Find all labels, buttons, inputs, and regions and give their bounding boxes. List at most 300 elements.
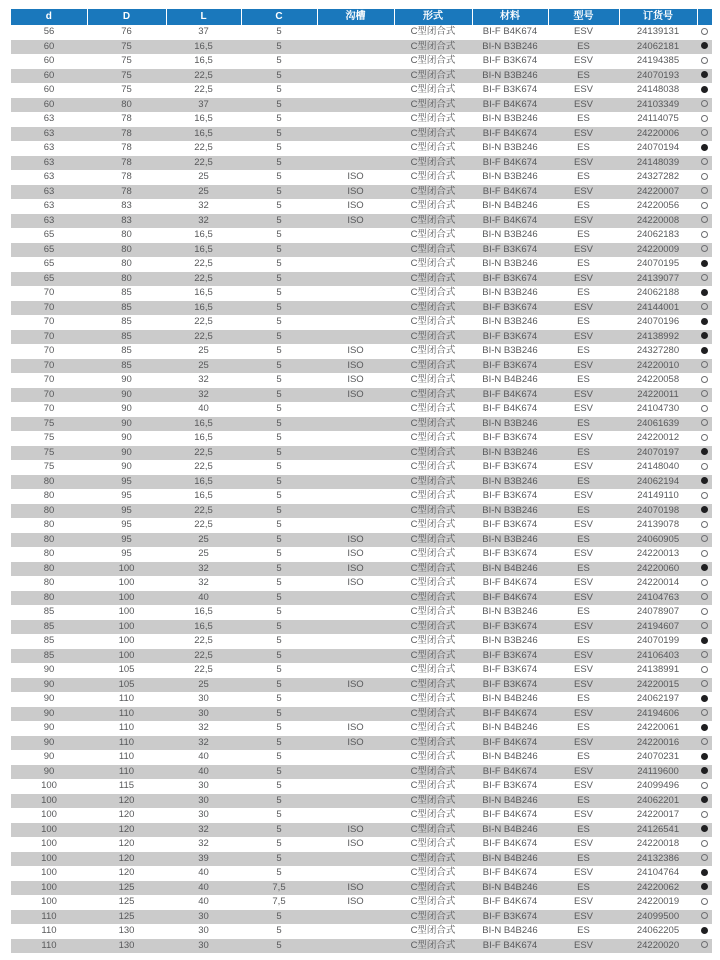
cell-form: C型闭合式 <box>410 693 456 704</box>
cell-order-no: 24144001 <box>636 301 680 313</box>
availability-dot-filled-icon <box>701 883 708 890</box>
cell-D: 110 <box>118 693 135 704</box>
cell-C: 5 <box>276 142 282 153</box>
cell-order-no: 24139077 <box>636 272 680 284</box>
cell-groove: ISO <box>347 562 364 574</box>
cell-L: 32 <box>198 214 209 226</box>
cell-L: 25 <box>198 359 209 371</box>
cell-material: BI-F B4K674 <box>482 765 538 777</box>
table-row <box>11 765 712 780</box>
cell-d: 63 <box>43 214 55 226</box>
availability-dot-open-icon <box>701 419 708 426</box>
cell-L: 16,5 <box>194 127 213 139</box>
cell-order-no: 24220013 <box>636 548 680 559</box>
availability-dot-open-icon <box>701 390 708 397</box>
cell-groove: ISO <box>347 171 364 182</box>
cell-model: ESV <box>573 359 593 371</box>
cell-L: 22,5 <box>194 461 213 472</box>
cell-material: BI-F B4K674 <box>482 809 538 820</box>
cell-material: BI-N B3B246 <box>482 171 538 182</box>
cell-model: ESV <box>573 127 593 139</box>
cell-model: ESV <box>573 461 593 472</box>
cell-model: ESV <box>573 548 593 559</box>
table-row <box>11 692 712 707</box>
cell-model: ESV <box>573 84 593 95</box>
availability-dot-open-icon <box>701 361 708 368</box>
cell-groove <box>317 794 394 809</box>
cell-groove: ISO <box>347 374 364 385</box>
cell-material: BI-N B3B246 <box>482 606 538 617</box>
table-row <box>11 910 712 925</box>
cell-form: C型闭合式 <box>410 113 456 124</box>
table-row <box>11 112 712 127</box>
cell-C: 7,5 <box>272 881 286 893</box>
cell-availability <box>697 852 712 867</box>
cell-order-no: 24138992 <box>636 330 680 342</box>
cell-d: 85 <box>43 649 55 661</box>
cell-order-no: 24099496 <box>636 780 680 791</box>
table-row <box>11 272 712 287</box>
cell-groove <box>317 402 394 417</box>
cell-D: 100 <box>118 606 135 617</box>
cell-order-no: 24194606 <box>636 707 680 719</box>
cell-C: 5 <box>276 765 282 777</box>
cell-order-no: 24220007 <box>636 185 680 197</box>
cell-C: 5 <box>276 84 282 95</box>
cell-L: 25 <box>198 678 209 690</box>
cell-C: 5 <box>276 229 282 240</box>
cell-form: C型闭合式 <box>410 925 456 936</box>
cell-L: 32 <box>198 838 209 849</box>
cell-model: ES <box>577 635 590 646</box>
cell-L: 37 <box>198 98 209 110</box>
availability-dot-open-icon <box>701 187 708 194</box>
cell-groove: ISO <box>347 881 364 893</box>
cell-form: C型闭合式 <box>410 156 456 168</box>
column-header-C: C <box>241 9 317 25</box>
cell-model: ES <box>577 751 590 762</box>
cell-form: C型闭合式 <box>410 896 456 907</box>
cell-D: 85 <box>121 330 132 342</box>
cell-D: 120 <box>118 852 135 864</box>
cell-order-no: 24114075 <box>637 113 679 124</box>
cell-material: BI-N B4B246 <box>482 751 538 762</box>
cell-groove <box>317 98 394 113</box>
table-row <box>11 54 712 69</box>
cell-order-no: 24220011 <box>637 388 679 400</box>
cell-material: BI-F B4K674 <box>482 403 538 414</box>
cell-material: BI-N B3B246 <box>482 40 538 52</box>
cell-d: 90 <box>43 736 55 748</box>
cell-L: 30 <box>198 693 209 704</box>
cell-C: 5 <box>276 359 282 371</box>
cell-form: C型闭合式 <box>410 40 456 52</box>
cell-L: 32 <box>198 200 209 211</box>
table-row <box>11 257 712 272</box>
cell-order-no: 24106403 <box>636 649 680 661</box>
cell-form: C型闭合式 <box>410 258 456 269</box>
availability-dot-open-icon <box>701 57 708 64</box>
cell-availability <box>697 286 712 301</box>
cell-order-no: 24070198 <box>636 504 680 516</box>
cell-C: 5 <box>276 519 282 530</box>
cell-groove <box>317 910 394 925</box>
cell-material: BI-N B3B246 <box>482 635 538 646</box>
cell-groove <box>317 605 394 620</box>
cell-D: 90 <box>121 403 132 414</box>
cell-D: 85 <box>121 316 132 327</box>
cell-material: BI-F B3K674 <box>482 432 538 443</box>
availability-dot-filled-icon <box>701 927 708 934</box>
cell-availability <box>697 257 712 272</box>
cell-order-no: 24220006 <box>636 127 680 139</box>
cell-D: 85 <box>121 345 132 356</box>
cell-C: 5 <box>276 678 282 690</box>
cell-material: BI-N B3B246 <box>482 417 538 429</box>
cell-C: 5 <box>276 751 282 762</box>
cell-D: 83 <box>121 200 132 211</box>
cell-material: BI-N B3B246 <box>482 113 538 124</box>
table-row <box>11 301 712 316</box>
cell-model: ES <box>577 258 590 269</box>
cell-availability <box>697 562 712 577</box>
cell-L: 40 <box>198 765 209 777</box>
table-row <box>11 388 712 403</box>
table-row <box>11 866 712 881</box>
cell-form: C型闭合式 <box>410 823 456 835</box>
column-header-model: 型号 <box>548 9 619 25</box>
cell-order-no: 24062201 <box>636 794 680 806</box>
cell-groove: ISO <box>347 548 364 559</box>
table-row <box>11 533 712 548</box>
cell-d: 60 <box>43 84 55 95</box>
cell-groove: ISO <box>347 533 364 545</box>
cell-form: C型闭合式 <box>410 388 456 400</box>
cell-groove: ISO <box>347 678 364 690</box>
cell-D: 110 <box>118 751 135 762</box>
cell-C: 5 <box>276 258 282 269</box>
table-row <box>11 25 712 40</box>
cell-form: C型闭合式 <box>410 359 456 371</box>
cell-d: 90 <box>43 678 55 690</box>
cell-L: 25 <box>198 533 209 545</box>
cell-order-no: 24104764 <box>636 867 680 878</box>
cell-availability <box>697 692 712 707</box>
cell-D: 75 <box>121 69 132 81</box>
cell-form: C型闭合式 <box>410 98 456 110</box>
cell-groove: ISO <box>347 388 364 400</box>
cell-D: 78 <box>121 113 132 124</box>
cell-d: 80 <box>43 591 55 603</box>
cell-material: BI-F B3K674 <box>482 664 538 675</box>
cell-C: 5 <box>276 562 282 574</box>
cell-availability <box>697 591 712 606</box>
cell-d: 100 <box>41 823 57 835</box>
cell-D: 80 <box>121 258 132 269</box>
cell-D: 125 <box>118 881 135 893</box>
table-row <box>11 417 712 432</box>
cell-model: ES <box>577 606 590 617</box>
cell-form: C型闭合式 <box>410 780 456 791</box>
cell-form: C型闭合式 <box>410 272 456 284</box>
cell-C: 5 <box>276 113 282 124</box>
table-header-row <box>11 9 712 25</box>
cell-groove <box>317 852 394 867</box>
cell-d: 90 <box>43 751 55 762</box>
cell-order-no: 24220015 <box>636 678 680 690</box>
cell-groove <box>317 446 394 461</box>
cell-availability <box>697 881 712 896</box>
cell-C: 5 <box>276 736 282 748</box>
cell-form: C型闭合式 <box>410 838 456 849</box>
cell-form: C型闭合式 <box>410 316 456 327</box>
cell-d: 63 <box>43 185 55 197</box>
table-row <box>11 243 712 258</box>
availability-dot-open-icon <box>701 100 708 107</box>
cell-d: 65 <box>43 243 55 255</box>
cell-model: ESV <box>573 301 593 313</box>
cell-form: C型闭合式 <box>410 852 456 864</box>
cell-availability <box>697 199 712 214</box>
cell-groove <box>317 866 394 881</box>
cell-C: 5 <box>276 214 282 226</box>
availability-dot-open-icon <box>701 129 708 136</box>
cell-d: 63 <box>43 200 55 211</box>
cell-C: 7,5 <box>272 896 286 907</box>
cell-C: 5 <box>276 664 282 675</box>
cell-form: C型闭合式 <box>410 26 456 37</box>
table-row <box>11 185 712 200</box>
cell-model: ES <box>577 40 590 52</box>
cell-d: 110 <box>41 939 57 951</box>
cell-L: 32 <box>198 823 209 835</box>
cell-C: 5 <box>276 635 282 646</box>
availability-dot-filled-icon <box>701 477 708 484</box>
cell-availability <box>697 895 712 910</box>
cell-D: 130 <box>118 925 135 936</box>
table-row <box>11 924 712 939</box>
cell-availability <box>697 228 712 243</box>
cell-D: 100 <box>118 562 135 574</box>
cell-C: 5 <box>276 780 282 791</box>
cell-material: BI-N B4B246 <box>482 823 538 835</box>
cell-availability <box>697 185 712 200</box>
table-row <box>11 199 712 214</box>
cell-model: ES <box>577 142 590 153</box>
cell-L: 22,5 <box>194 272 213 284</box>
cell-L: 16,5 <box>194 243 213 255</box>
availability-dot-open-icon <box>701 622 708 629</box>
cell-groove <box>317 634 394 649</box>
cell-d: 80 <box>43 533 55 545</box>
table-row <box>11 649 712 664</box>
cell-d: 90 <box>43 693 55 704</box>
cell-material: BI-F B4K674 <box>482 98 538 110</box>
availability-dot-filled-icon <box>701 724 708 731</box>
cell-C: 5 <box>276 620 282 632</box>
cell-groove <box>317 518 394 533</box>
cell-order-no: 24132386 <box>636 852 680 864</box>
cell-C: 5 <box>276 707 282 719</box>
cell-D: 95 <box>121 490 132 501</box>
cell-form: C型闭合式 <box>410 171 456 182</box>
cell-C: 5 <box>276 98 282 110</box>
cell-D: 85 <box>121 287 132 298</box>
cell-C: 5 <box>276 156 282 168</box>
availability-dot-filled-icon <box>701 506 708 513</box>
cell-L: 22,5 <box>194 156 213 168</box>
table-row <box>11 562 712 577</box>
cell-groove <box>317 924 394 939</box>
cell-form: C型闭合式 <box>410 504 456 516</box>
availability-dot-open-icon <box>701 216 708 223</box>
cell-C: 5 <box>276 55 282 66</box>
cell-model: ES <box>577 852 590 864</box>
cell-D: 78 <box>121 127 132 139</box>
cell-availability <box>697 634 712 649</box>
cell-C: 5 <box>276 823 282 835</box>
cell-C: 5 <box>276 171 282 182</box>
cell-L: 30 <box>198 809 209 820</box>
cell-availability <box>697 518 712 533</box>
cell-material: BI-N B4B246 <box>482 722 538 733</box>
cell-material: BI-F B3K674 <box>482 910 538 922</box>
cell-material: BI-N B3B246 <box>482 229 538 240</box>
cell-C: 5 <box>276 910 282 922</box>
cell-D: 95 <box>121 548 132 559</box>
cell-availability <box>697 750 712 765</box>
cell-material: BI-N B3B246 <box>482 504 538 516</box>
cell-L: 22,5 <box>194 330 213 342</box>
cell-model: ESV <box>573 388 593 400</box>
cell-d: 70 <box>43 359 55 371</box>
cell-L: 25 <box>198 548 209 559</box>
cell-groove <box>317 808 394 823</box>
cell-order-no: 24220056 <box>636 200 680 211</box>
cell-order-no: 24194607 <box>636 620 680 632</box>
cell-form: C型闭合式 <box>410 229 456 240</box>
cell-D: 105 <box>118 664 135 675</box>
cell-d: 63 <box>43 127 55 139</box>
cell-model: ESV <box>573 243 593 255</box>
table-row <box>11 663 712 678</box>
cell-material: BI-N B4B246 <box>482 925 538 936</box>
cell-order-no: 24103349 <box>636 98 680 110</box>
availability-dot-open-icon <box>701 854 708 861</box>
cell-availability <box>697 620 712 635</box>
cell-availability <box>697 388 712 403</box>
cell-d: 70 <box>43 316 55 327</box>
table-row <box>11 98 712 113</box>
cell-D: 78 <box>121 156 132 168</box>
table-row <box>11 808 712 823</box>
cell-L: 22,5 <box>194 316 213 327</box>
cell-material: BI-F B4K674 <box>482 127 538 139</box>
cell-C: 5 <box>276 693 282 704</box>
cell-d: 75 <box>43 461 55 472</box>
cell-D: 80 <box>121 98 132 110</box>
cell-form: C型闭合式 <box>410 127 456 139</box>
cell-C: 5 <box>276 403 282 414</box>
cell-material: BI-N B4B246 <box>482 852 538 864</box>
cell-material: BI-F B3K674 <box>482 359 538 371</box>
cell-L: 22,5 <box>194 504 213 516</box>
table-row <box>11 127 712 142</box>
cell-availability <box>697 489 712 504</box>
cell-model: ESV <box>573 707 593 719</box>
availability-dot-filled-icon <box>701 318 708 325</box>
cell-L: 40 <box>198 751 209 762</box>
cell-order-no: 24220018 <box>636 838 680 849</box>
cell-order-no: 24060905 <box>636 533 680 545</box>
cell-form: C型闭合式 <box>410 446 456 458</box>
cell-material: BI-N B3B246 <box>482 287 538 298</box>
cell-order-no: 24062188 <box>636 287 680 298</box>
cell-model: ESV <box>573 736 593 748</box>
cell-C: 5 <box>276 446 282 458</box>
cell-d: 65 <box>43 229 55 240</box>
cell-model: ESV <box>573 591 593 603</box>
cell-model: ES <box>577 562 590 574</box>
cell-form: C型闭合式 <box>410 751 456 762</box>
cell-d: 100 <box>41 809 57 820</box>
cell-groove <box>317 25 394 40</box>
cell-order-no: 24139131 <box>636 26 680 37</box>
cell-C: 5 <box>276 461 282 472</box>
cell-availability <box>697 475 712 490</box>
cell-model: ESV <box>573 26 593 37</box>
cell-groove <box>317 649 394 664</box>
cell-groove <box>317 301 394 316</box>
cell-L: 16,5 <box>194 229 213 240</box>
cell-C: 5 <box>276 200 282 211</box>
cell-groove <box>317 69 394 84</box>
cell-L: 16,5 <box>194 490 213 501</box>
cell-groove <box>317 112 394 127</box>
cell-material: BI-F B3K674 <box>482 461 538 472</box>
cell-d: 85 <box>43 620 55 632</box>
cell-d: 63 <box>43 156 55 168</box>
cell-material: BI-F B4K674 <box>482 214 538 226</box>
cell-material: BI-F B3K674 <box>482 649 538 661</box>
cell-order-no: 24149110 <box>637 490 679 501</box>
cell-order-no: 24070195 <box>636 258 680 269</box>
cell-d: 80 <box>43 490 55 501</box>
cell-order-no: 24220012 <box>636 432 680 443</box>
cell-D: 90 <box>121 374 132 385</box>
availability-dot-filled-icon <box>701 825 708 832</box>
cell-order-no: 24062181 <box>636 40 680 52</box>
cell-material: BI-F B4K674 <box>482 388 538 400</box>
cell-C: 5 <box>276 606 282 617</box>
cell-L: 40 <box>198 867 209 878</box>
cell-model: ES <box>577 374 590 385</box>
cell-material: BI-F B4K674 <box>482 26 538 37</box>
cell-D: 110 <box>118 722 135 733</box>
cell-material: BI-N B3B246 <box>482 142 538 153</box>
cell-material: BI-F B4K674 <box>482 577 538 588</box>
cell-D: 125 <box>118 910 135 922</box>
column-header-L: L <box>166 9 241 25</box>
availability-dot-open-icon <box>701 376 708 383</box>
cell-availability <box>697 794 712 809</box>
cell-L: 22,5 <box>194 635 213 646</box>
cell-model: ESV <box>573 55 593 66</box>
cell-D: 120 <box>118 823 135 835</box>
cell-availability <box>697 141 712 156</box>
cell-L: 30 <box>198 939 209 951</box>
cell-availability <box>697 431 712 446</box>
